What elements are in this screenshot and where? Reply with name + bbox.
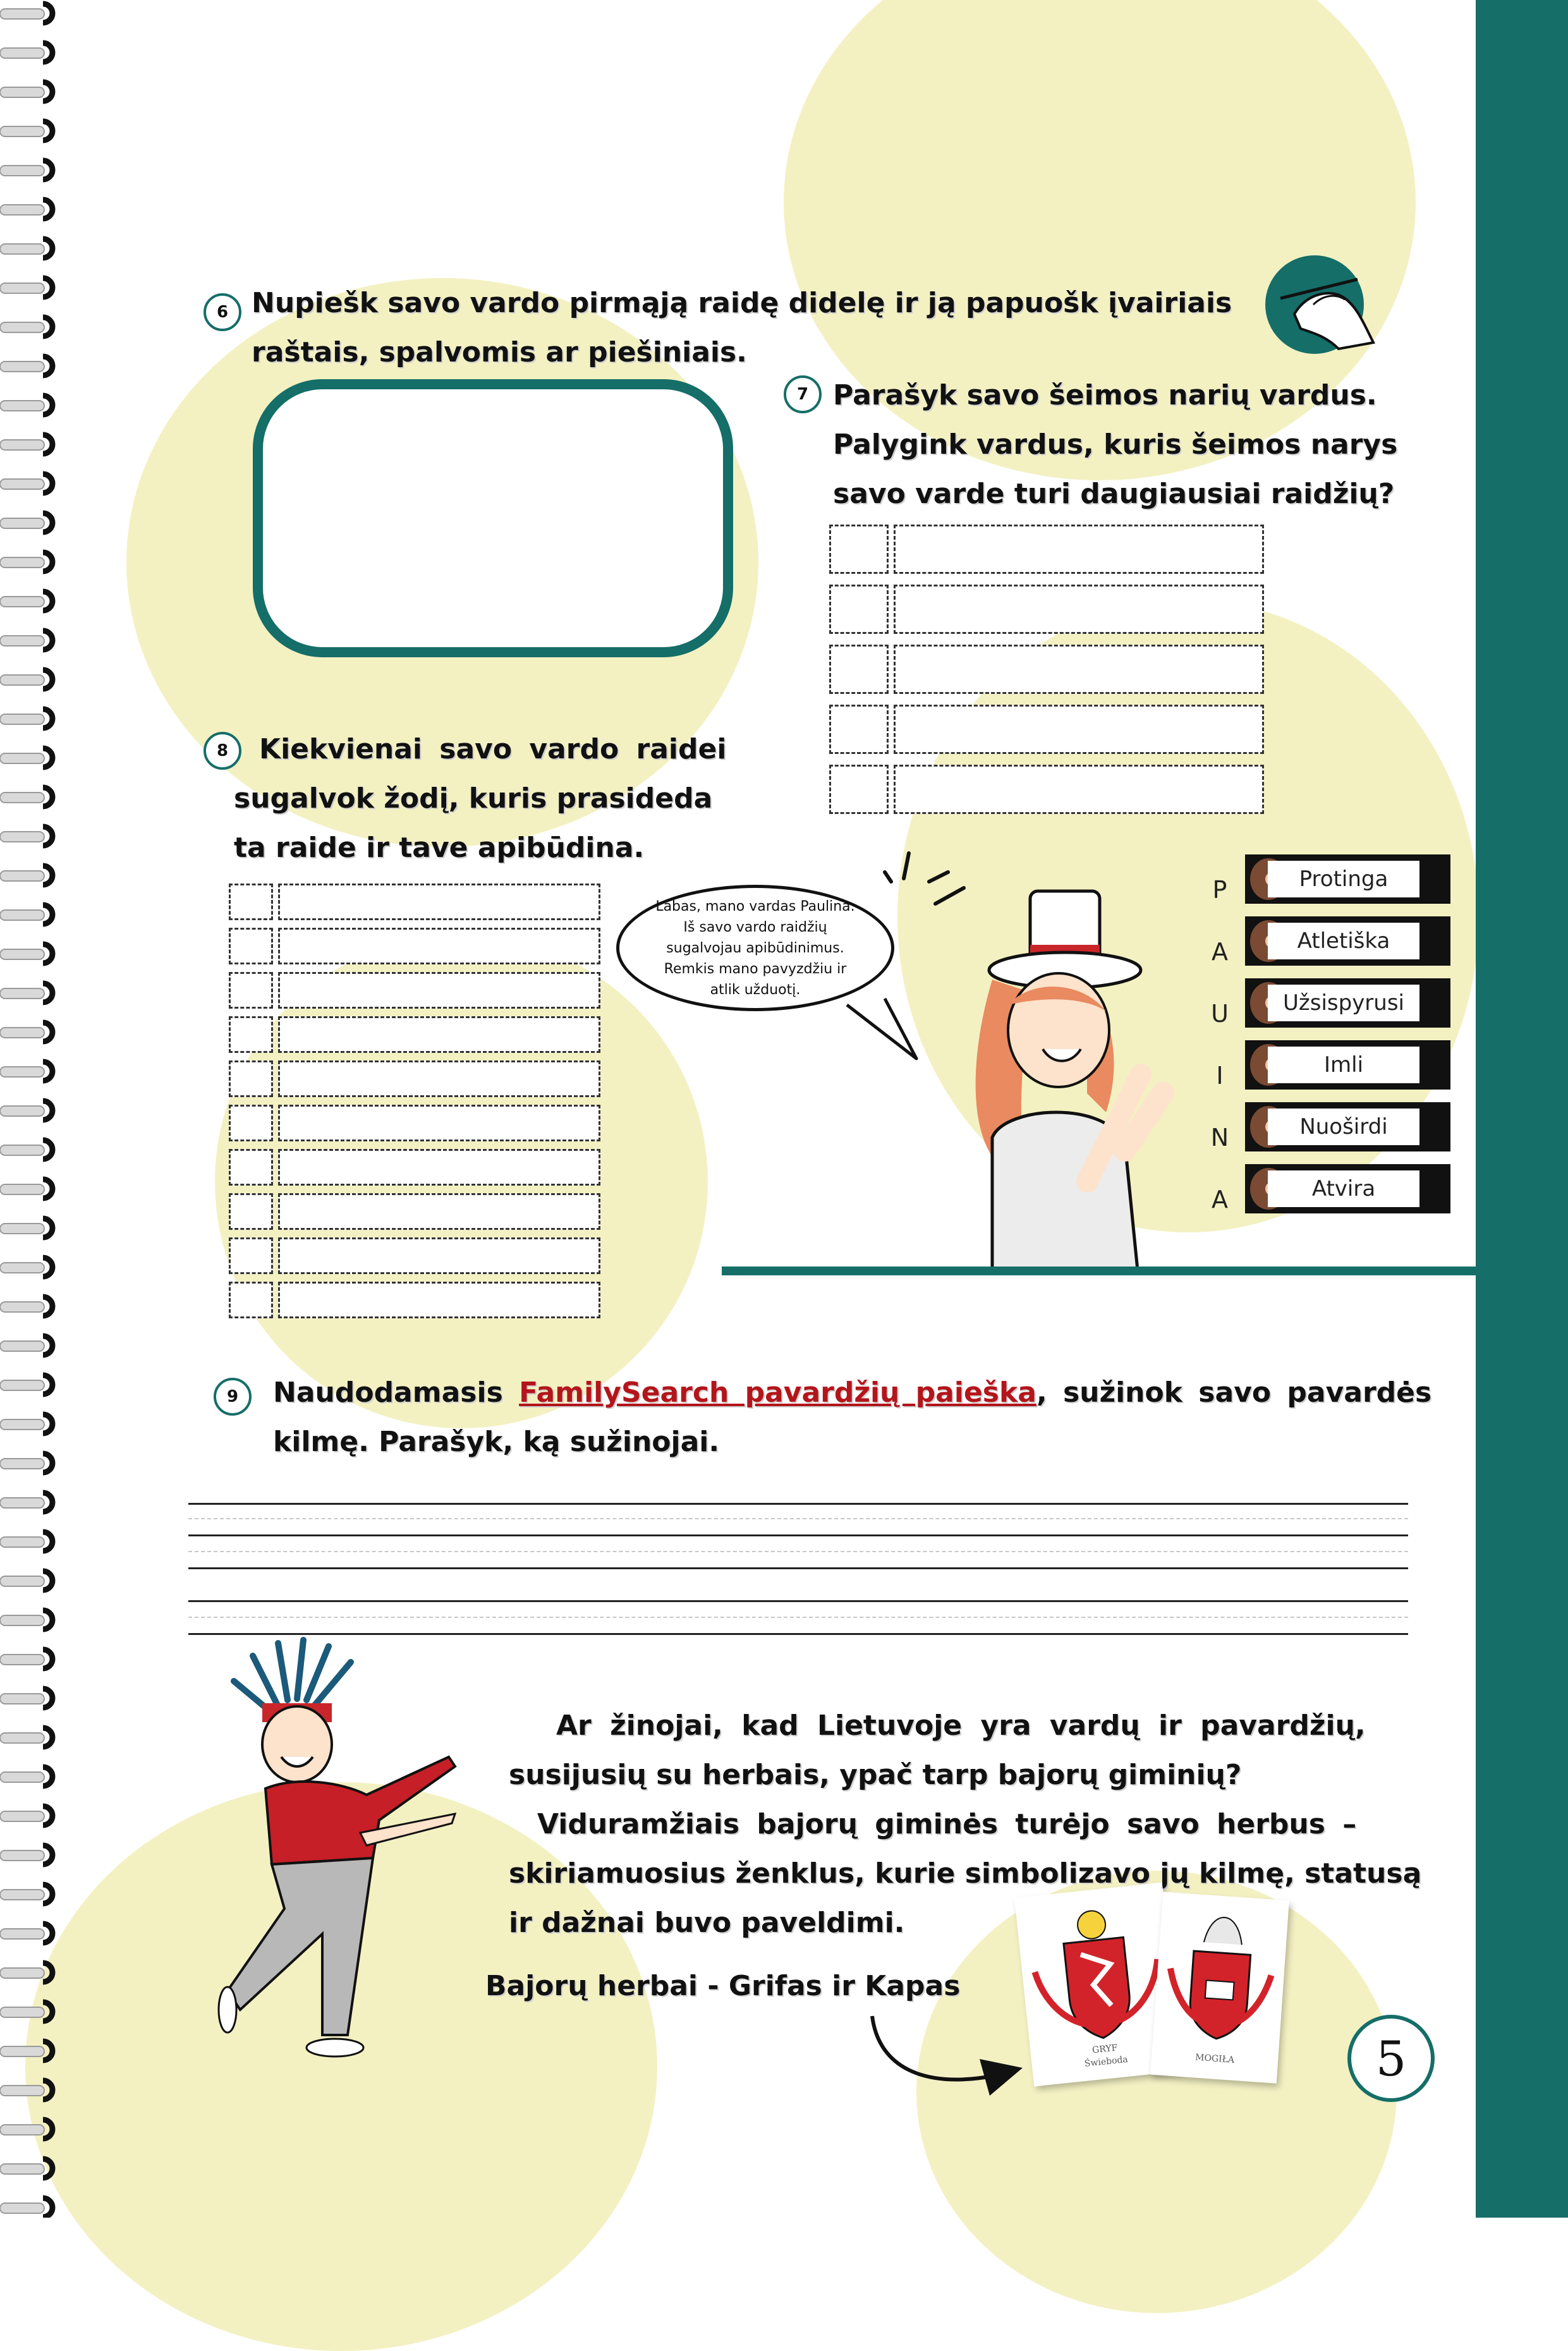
example-word: Atletiška <box>1268 923 1419 959</box>
spiral-ring <box>0 1023 52 1042</box>
letter-word-row[interactable] <box>229 1105 600 1141</box>
task8-instruction-line3: ta raide ir tave apibūdina. <box>234 832 645 864</box>
spiral-ring <box>0 278 52 297</box>
spiral-binding-icon <box>0 0 76 2218</box>
spiral-ring <box>0 631 52 650</box>
example-word: Atvira <box>1268 1170 1419 1207</box>
spiral-ring <box>0 905 52 924</box>
family-name-row[interactable] <box>829 705 1264 754</box>
spiral-ring <box>0 1062 52 1081</box>
girl-with-headdress-illustration <box>202 1631 531 2086</box>
spiral-ring <box>0 200 52 219</box>
spiral-ring <box>0 1728 52 1747</box>
spiral-ring <box>0 1258 52 1277</box>
example-letter: I <box>1216 1062 1224 1090</box>
fact-line1: Ar žinojai, kad Lietuvoje yra vardų ir pavardžių, <box>556 1710 1366 1742</box>
letter-word-row[interactable] <box>229 1282 600 1318</box>
task-number-6: 6 <box>204 293 241 331</box>
spiral-ring <box>0 1297 52 1316</box>
spiral-ring <box>0 1140 52 1159</box>
letter-word-row[interactable] <box>229 1237 600 1274</box>
spiral-ring <box>0 82 52 101</box>
spiral-ring <box>0 43 52 62</box>
spiral-ring <box>0 1649 52 1668</box>
task9-instruction-line2: kilmę. Parašyk, ką sužinojai. <box>273 1426 720 1458</box>
spiral-ring <box>0 396 52 415</box>
letter-word-row[interactable] <box>229 1193 600 1230</box>
fact-line5: ir dažnai buvo paveldimi. <box>509 1907 905 1939</box>
example-word-tag <box>1245 854 1450 904</box>
spiral-ring <box>0 1767 52 1786</box>
example-word-tag <box>1245 916 1450 966</box>
example-word-tag <box>1245 1102 1450 1151</box>
spiral-ring <box>0 2041 52 2060</box>
spiral-ring <box>0 1101 52 1120</box>
spiral-ring <box>0 161 52 179</box>
example-word: Protinga <box>1268 861 1419 897</box>
example-word-tag <box>1245 1040 1450 1090</box>
coat-sublabel: Świeboda <box>1084 2054 1129 2069</box>
spiral-ring <box>0 4 52 23</box>
example-word-tag <box>1245 978 1450 1028</box>
spiral-ring <box>0 1571 52 1590</box>
family-name-row[interactable] <box>829 585 1264 634</box>
spiral-ring <box>0 1454 52 1473</box>
spiral-ring <box>0 748 52 767</box>
letter-word-row[interactable] <box>229 928 600 964</box>
spiral-ring <box>0 356 52 375</box>
spiral-ring <box>0 983 52 1002</box>
spiral-ring <box>0 552 52 571</box>
task9-instruction-line1: Naudodamasis FamilySearch pavardžių paieška, sužinok savo pavardės <box>273 1376 1432 1409</box>
spiral-ring <box>0 709 52 728</box>
section-divider <box>722 1267 1480 1275</box>
fact-line2: susijusių su herbais, ypač tarp bajorų giminių? <box>509 1759 1242 1791</box>
spiral-ring <box>0 827 52 846</box>
example-word: Imli <box>1268 1047 1419 1083</box>
coat-label: MOGIŁA <box>1194 2052 1235 2065</box>
task8-instruction-line1: Kiekvienai savo vardo raidei <box>259 733 727 765</box>
task7-instruction-line2: Palygink vardus, kuris šeimos narys <box>833 428 1398 461</box>
task7-instruction-line1: Parašyk savo šeimos narių vardus. <box>833 379 1377 411</box>
speech-bubble: Labas, mano vardas Paulina. Iš savo vardo raidžių sugalvojau apibūdinimus. Remkis mano pavyzdžiu ir atlik užduotį. <box>616 885 894 1011</box>
page-number: 5 <box>1347 2015 1435 2102</box>
spiral-ring <box>0 1963 52 1982</box>
spiral-ring <box>0 670 52 689</box>
fact-line4: skiriamuosius ženklus, kurie simbolizavo jų kilmę, statusą <box>509 1857 1422 1890</box>
spiral-ring <box>0 1336 52 1355</box>
spiral-ring <box>0 2198 52 2217</box>
spiral-ring <box>0 1493 52 1512</box>
spiral-ring <box>0 435 52 454</box>
spiral-ring <box>0 2120 52 2139</box>
task-number-7: 7 <box>784 375 822 413</box>
family-name-row[interactable] <box>829 765 1264 814</box>
spiral-ring <box>0 1845 52 1864</box>
task-number-8: 8 <box>204 732 241 770</box>
spiral-ring <box>0 1610 52 1629</box>
task8-instruction-line2: sugalvok žodį, kuris prasideda <box>234 782 713 815</box>
spiral-ring <box>0 1806 52 1825</box>
task7-instruction-line3: savo varde turi daugiausiai raidžių? <box>833 478 1395 510</box>
spiral-ring <box>0 944 52 963</box>
spiral-ring <box>0 1532 52 1551</box>
spiral-ring <box>0 1689 52 1708</box>
example-letter: N <box>1210 1124 1229 1151</box>
letter-word-row[interactable] <box>229 1060 600 1097</box>
spiral-ring <box>0 1218 52 1237</box>
spiral-ring <box>0 317 52 336</box>
example-letter: A <box>1212 938 1228 966</box>
spiral-ring <box>0 239 52 258</box>
example-letter: A <box>1212 1186 1228 1213</box>
example-letter: U <box>1211 1000 1229 1028</box>
spiral-ring <box>0 787 52 806</box>
example-letter: P <box>1212 876 1227 904</box>
family-name-row[interactable] <box>829 525 1264 574</box>
letter-word-row[interactable] <box>229 884 600 920</box>
spiral-ring <box>0 2159 52 2178</box>
girl-with-hat-illustration <box>897 885 1201 1270</box>
spiral-ring <box>0 2002 52 2021</box>
fact-line3: Viduramžiais bajorų giminės turėjo savo herbus – <box>537 1808 1357 1840</box>
coat-of-arms-mogila <box>1150 1892 1289 2083</box>
spiral-ring <box>0 592 52 611</box>
spiral-ring <box>0 121 52 140</box>
spiral-ring <box>0 1885 52 1904</box>
letter-word-row[interactable] <box>229 1016 600 1053</box>
spiral-ring <box>0 1375 52 1394</box>
spiral-ring <box>0 1179 52 1198</box>
task6-instruction-line1: Nupiešk savo vardo pirmąją raidę didelę ir ją papuošk įvairiais <box>252 287 1232 319</box>
task-number-9: 9 <box>214 1378 252 1416</box>
letter-word-row[interactable] <box>229 1149 600 1186</box>
sidebar-strip <box>1476 0 1568 2218</box>
task6-instruction-line2: raštais, spalvomis ar piešiniais. <box>252 336 747 368</box>
hand-writing-icon <box>1263 254 1377 361</box>
spiral-ring <box>0 474 52 493</box>
example-word: Užsispyrusi <box>1268 985 1419 1021</box>
family-name-row[interactable] <box>829 645 1264 694</box>
coat-label: GRYF <box>1091 2043 1119 2056</box>
example-word-tag <box>1245 1164 1450 1213</box>
spiral-ring <box>0 1414 52 1433</box>
arrow-icon <box>866 2010 1030 2105</box>
spiral-ring <box>0 513 52 532</box>
letter-drawing-box[interactable] <box>253 379 733 657</box>
letter-word-row[interactable] <box>229 972 600 1009</box>
coats-of-arms-caption: Bajorų herbai - Grifas ir Kapas <box>485 1970 961 2002</box>
familysearch-link[interactable]: FamilySearch pavardžių paieška <box>519 1376 1036 1409</box>
spiral-ring <box>0 866 52 885</box>
spiral-ring <box>0 1924 52 1943</box>
spiral-ring <box>0 2081 52 2099</box>
example-word: Nuoširdi <box>1268 1109 1419 1145</box>
